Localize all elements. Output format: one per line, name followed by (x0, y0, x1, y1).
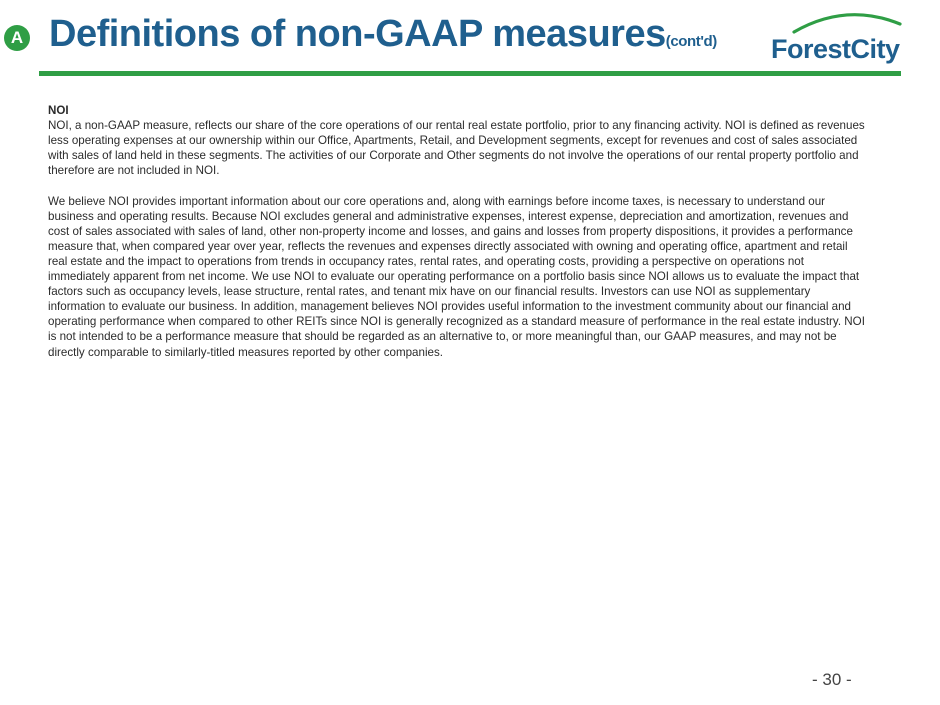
definition-body (48, 103, 866, 375)
title-suffix: (cont'd) (665, 33, 717, 50)
paragraph-definition: NOI, a non-GAAP measure, reflects our share of the core operations of our rental real estate portfolio, prior to any financing activity. NOI is defined as revenues less operating expenses at our ownership within our Office, Apartments, Retail, and Development segments, except for revenues and cost of sales associated with sales of land held in these segments. The activities of our Corporate and Other segments do not involve the operations of our rental property portfolio and therefore are not included in NOI. (48, 119, 865, 178)
page-title (49, 8, 717, 68)
section-badge: A (4, 25, 30, 51)
page-number: - 30 - (812, 670, 852, 689)
section-heading: NOI (48, 104, 69, 117)
forest-city-logo (766, 10, 906, 65)
paragraph-rationale: We believe NOI provides important information about our core operations and, along with earnings before income taxes, is necessary to understand our business and operating results. Because NOI excludes general and administrative expenses, interest expense, depreciation and amortization, revenues and cost of sales associated with sales of land, other non-property income and losses, and gains and losses from property dispositions, it provides a performance measure that, when compared year over year, reflects the revenues and expenses directly associated with owning and operating office, apartment and retail real estate and the impact to operations from trends in occupancy rates, rental rates, and operating costs, providing a perspective on operations not immediately apparent from net income. We use NOI to evaluate our operating performance on a portfolio basis since NOI allows us to evaluate the impact that factors such as occupancy levels, lease structure, rental rates, and tenant mix have on our financial results. Investors can use NOI as supplementary information to evaluate our business. In addition, management believes NOI provides useful information to the investment community about our financial and operating performance when compared to other REITs since NOI is generally recognized as a standard measure of performance in the real estate industry. NOI is not intended to be a performance measure that should be regarded as an alternative to, or more meaningful than, our GAAP measures, and may not be directly comparable to similarly-titled measures reported by other companies. (48, 194, 865, 359)
title-main: Definitions of non-GAAP measures (49, 13, 666, 55)
header-divider (39, 71, 901, 76)
logo-wordmark: ForestCity (771, 34, 900, 64)
